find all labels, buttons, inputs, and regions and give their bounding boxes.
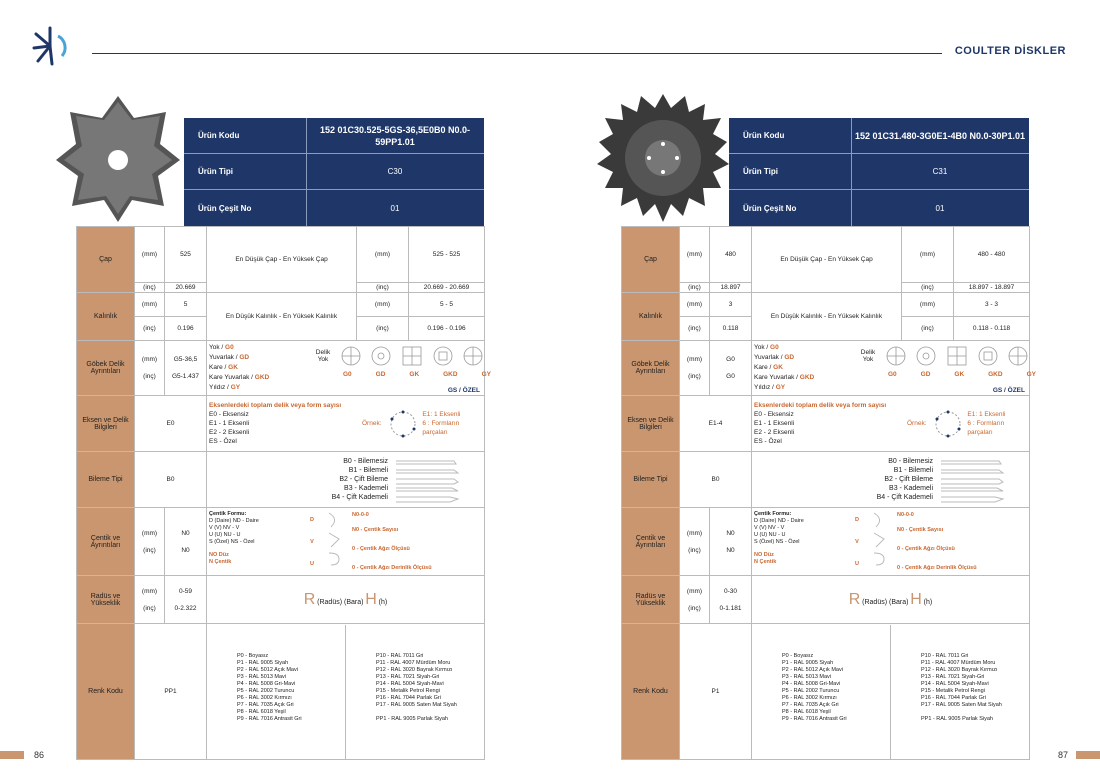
label-kalinlik: Kalınlık: [622, 293, 680, 341]
bevel-types-icon: [394, 457, 484, 503]
centik-inc: N0: [181, 546, 190, 554]
unit-mm: (mm): [357, 293, 409, 317]
page-bar-left: [0, 751, 24, 759]
radus-mm: 0-59: [178, 587, 192, 595]
gobek-inc: G0: [726, 373, 735, 380]
label-centik: Çentik ve Ayrıntıları: [77, 508, 135, 576]
unit-inc: (inç): [902, 317, 954, 341]
label-urun-kodu: Ürün Kodu: [198, 131, 240, 140]
unit-inc: (inç): [143, 546, 156, 554]
cap-range-label: En Düşük Çap - En Yüksek Çap: [207, 227, 357, 293]
notch-shapes-icon: [327, 509, 349, 569]
bevel-types-icon: [939, 457, 1029, 503]
unit-inc: (inç): [688, 546, 701, 554]
label-eksen: Eksen ve Delik Bilgileri: [622, 396, 680, 452]
label-renk: Renk Kodu: [77, 624, 135, 760]
cap-range-mm: 525 - 525: [409, 227, 485, 283]
color-list-right: P10 - RAL 7011 Gri P11 - RAL 4007 Mürdüm Moru P12 - RAL 3020 Bayrak Kırmızı P13 - RAL 7021 Siyah-Gri P14 - RAL 5004 Siyah-Mavi P15 - Metalik Petrol Rengi P16 - RAL 7044 Parlak Gri P17 - RAL 9005 Saten Mat Siyah PP1 - RAL 9005 Parlak Siyah: [376, 652, 457, 722]
unit-inc: (inç): [902, 283, 954, 293]
unit-mm: (mm): [686, 587, 703, 595]
unit-inc: (inç): [688, 604, 701, 612]
gobek-mm: G5-36,5: [173, 356, 198, 363]
product-code: 152 01C30.525-5GS-36,5E0B0 N0.0-59PP1.01: [319, 124, 471, 147]
label-gobek: Göbek Delik Ayrıntıları: [77, 341, 135, 396]
kal-inc: 0.118: [710, 317, 752, 341]
unit-inc: (inç): [357, 317, 409, 341]
product-page-left: [76, 118, 491, 754]
radus-inc: 0-1.181: [719, 604, 742, 612]
unit-mm: (mm): [141, 529, 158, 537]
label-renk: Renk Kodu: [622, 624, 680, 760]
color-list-left: P0 - Boyasız P1 - RAL 9005 Siyah P2 - RAL 5012 Açık Mavi P3 - RAL 5013 Mavi P4 - RAL 5008 Gri-Mavi P5 - RAL 2002 Turuncu P6 - RAL 3002 Kırmızı P7 - RAL 7035 Açık Gri P8 - RAL 6018 Yeşil P9 - RAL 7016 Antrasit Gri: [752, 625, 891, 759]
unit-mm: (mm): [686, 356, 703, 363]
gobek-detail: Yok / G0 Yuvarlak / GD Kare / GK Kare Yuvarlak / GKD Yıldız / GY Delik Yok G0 GD GK GKD GY GS / ÖZEL: [752, 341, 1030, 396]
notch-shapes-icon: [872, 509, 894, 569]
centik-inc: N0: [726, 546, 735, 554]
unit-inc: (inç): [680, 317, 710, 341]
cap-inc: 20.669: [165, 283, 207, 293]
disc-product-image: [593, 88, 733, 228]
axis-example-icon: [933, 409, 962, 439]
kal-mm: 3: [710, 293, 752, 317]
unit-inc: (inç): [143, 604, 156, 612]
kal-range-label: En Düşük Kalınlık - En Yüksek Kalınlık: [207, 293, 357, 341]
product-variant-no: 01: [935, 203, 945, 213]
unit-inc: (inç): [680, 283, 710, 293]
label-kalinlik: Kalınlık: [77, 293, 135, 341]
hub-shapes-icon: [339, 345, 489, 367]
radus-mm: 0-30: [723, 587, 737, 595]
centik-mm: N0: [181, 529, 190, 537]
unit-mm: (mm): [141, 587, 158, 595]
product-page-right: [621, 118, 1036, 754]
product-type: C30: [387, 167, 403, 176]
label-eksen: Eksen ve Delik Bilgileri: [77, 396, 135, 452]
label-urun-tipi: Ürün Tipi: [743, 167, 778, 176]
label-cap: Çap: [622, 227, 680, 293]
delik-yok: Delik Yok: [860, 349, 876, 363]
renk-value: P1: [680, 624, 752, 760]
unit-mm: (mm): [135, 293, 165, 317]
unit-mm: (mm): [680, 293, 710, 317]
product-variant-no: 01: [390, 203, 400, 213]
unit-inc: (inç): [688, 373, 701, 380]
kal-range-mm: 5 - 5: [409, 293, 485, 317]
unit-mm: (mm): [686, 529, 703, 537]
cap-range-inc: 18.897 - 18.897: [954, 283, 1030, 293]
eksen-title: Eksenlerdeki toplam delik veya form sayısı: [209, 402, 342, 409]
cap-range-mm: 480 - 480: [954, 227, 1030, 283]
unit-mm: (mm): [902, 293, 954, 317]
header-rule: [92, 53, 942, 54]
section-title: COULTER DİSKLER: [954, 45, 1066, 57]
page-bar-right: [1076, 751, 1100, 759]
renk-value: PP1: [135, 624, 207, 760]
spec-table: Çap (mm) 525 En Düşük Çap - En Yüksek Çap (mm) 525 - 525 (inç) 20.669 (inç) 20.669 - 20.669 Kalınlık (mm) 5 En Düşük Kalınlık - En Yüksek Kalınlık (mm) 5 - 5 (inç) 0.196 (inç) 0.196 - 0.196 Göbek Delik Ayrıntıları (mm) (inç) G5-36,5 G5-1.437 Yok / G0 Yuvarlak / GD Kare / GK Kare Yuvarlak / GKD Yıldız / GY Delik Yok G0 GD GK GKD GY GS / ÖZEL Eksen ve Delik Bilgileri E0 Eksenlerdeki toplam delik veya form sayısı E0 - Eksensiz E1 - 1 Eksenli E2 - 2 Eksenli ES - Özel Örnek: E1: 1 Eksenli 6 : Formların parçaları Bileme Tipi B0 B0 - Bilemesiz B1 - Bilemeli B2 - Çift Bileme B3 - Kademeli B4 - Çift Kademeli Çentik ve Ayrıntıları (mm) (inç) N0 N0 Çentik Formu: D (Daire) ND - Daire V (V) NV - V U (U) NU - U S (Özel) NS - Özel NO Düz N Çentik D V U N0-0-0 N0 - Çentik Sayısı 0 - Çentik Ağzı Ölçüsü 0 - Çentik Ağzı Derinlik Ölçüsü Radüs ve Yükseklik (mm) (inç) 0-59 0-2.322 R (Radüs) (Bara) H (h) Renk Kodu PP1 P0 - Boyasız P1 - RAL 9005 Siyah P2 - RAL 5012 Açık Mavi P3 - RAL 5013 Mavi P4 - RAL 5008 Gri-Mavi P5 - RAL 2002 Turuncu P6 - RAL 3002 Kırmızı P7 - RAL 7035 Açık Gri P8 - RAL 6018 Yeşil P9 - RAL 7016 Antrasit Gri P10 - RAL 7011 Gri P11 - RAL 4007 Mürdüm Moru P12 - RAL 3020 Bayrak Kırmızı P13 - RAL 7021 Siyah-Gri P14 - RAL 5004 Siyah-Mavi P15 - Metalik Petrol Rengi P16 - RAL 7044 Parlak Gri P17 - RAL 9005 Saten Mat Siyah PP1 - RAL 9005 Parlak Siyah: [76, 226, 485, 760]
unit-inc: (inç): [357, 283, 409, 293]
gobek-inc: G5-1.437: [171, 373, 200, 380]
gs-ozel: GS / ÖZEL: [447, 387, 480, 394]
gobek-mm: G0: [726, 356, 735, 363]
label-urun-tipi: Ürün Tipi: [198, 167, 233, 176]
ornek-label: Örnek:: [362, 420, 382, 427]
eksen-value: E1-4: [680, 396, 752, 452]
unit-mm: (mm): [902, 227, 954, 283]
color-list-left: P0 - Boyasız P1 - RAL 9005 Siyah P2 - RAL 5012 Açık Mavi P3 - RAL 5013 Mavi P4 - RAL 5008 Gri-Mavi P5 - RAL 2002 Turuncu P6 - RAL 3002 Kırmızı P7 - RAL 7035 Açık Gri P8 - RAL 6018 Yeşil P9 - RAL 7016 Antrasit Gri: [207, 625, 346, 759]
product-header: [184, 118, 484, 226]
kal-range-inc: 0.118 - 0.118: [954, 317, 1030, 341]
bileme-value: B0: [680, 452, 752, 508]
kal-range-label: En Düşük Kalınlık - En Yüksek Kalınlık: [752, 293, 902, 341]
label-bileme: Bileme Tipi: [622, 452, 680, 508]
label-urun-kodu: Ürün Kodu: [743, 131, 785, 140]
product-type: C31: [932, 167, 948, 176]
unit-inc: (inç): [135, 317, 165, 341]
cap-range-label: En Düşük Çap - En Yüksek Çap: [752, 227, 902, 293]
unit-inc: (inç): [143, 373, 156, 380]
radus-inc: 0-2.322: [174, 604, 197, 612]
unit-inc: (inç): [135, 283, 165, 293]
product-header: [729, 118, 1029, 226]
gs-ozel: GS / ÖZEL: [992, 387, 1025, 394]
product-code: 152 01C31.480-3G0E1-4B0 N0.0-30P1.01: [854, 130, 1026, 141]
cap-inc: 18.897: [710, 283, 752, 293]
label-radus: Radüs ve Yükseklik: [77, 576, 135, 624]
label-cap: Çap: [77, 227, 135, 293]
page-number-right: 87: [1058, 750, 1069, 760]
eksen-title: Eksenlerdeki toplam delik veya form sayısı: [754, 402, 887, 409]
label-urun-cesit-no: Ürün Çeşit No: [743, 203, 797, 213]
kal-range-inc: 0.196 - 0.196: [409, 317, 485, 341]
label-gobek: Göbek Delik Ayrıntıları: [622, 341, 680, 396]
centik-mm: N0: [726, 529, 735, 537]
unit-mm: (mm): [357, 227, 409, 283]
kal-range-mm: 3 - 3: [954, 293, 1030, 317]
label-centik: Çentik ve Ayrıntıları: [622, 508, 680, 576]
hub-shapes-icon: [884, 345, 1034, 367]
label-bileme: Bileme Tipi: [77, 452, 135, 508]
cap-mm: 480: [710, 227, 752, 283]
disc-product-image: [48, 88, 188, 228]
cap-range-inc: 20.669 - 20.669: [409, 283, 485, 293]
kal-mm: 5: [165, 293, 207, 317]
unit-mm: (mm): [141, 356, 158, 363]
color-list-right: P10 - RAL 7011 Gri P11 - RAL 4007 Mürdüm Moru P12 - RAL 3020 Bayrak Kırmızı P13 - RAL 7021 Siyah-Gri P14 - RAL 5004 Siyah-Mavi P15 - Metalik Petrol Rengi P16 - RAL 7044 Parlak Gri P17 - RAL 9005 Saten Mat Siyah PP1 - RAL 9005 Parlak Siyah: [921, 652, 1002, 722]
eksen-value: E0: [135, 396, 207, 452]
bileme-value: B0: [135, 452, 207, 508]
label-urun-cesit-no: Ürün Çeşit No: [198, 203, 252, 213]
gobek-detail: Yok / G0 Yuvarlak / GD Kare / GK Kare Yuvarlak / GKD Yıldız / GY Delik Yok G0 GD GK GKD GY GS / ÖZEL: [207, 341, 485, 396]
spec-table: Çap (mm) 480 En Düşük Çap - En Yüksek Çap (mm) 480 - 480 (inç) 18.897 (inç) 18.897 - 18.897 Kalınlık (mm) 3 En Düşük Kalınlık - En Yüksek Kalınlık (mm) 3 - 3 (inç) 0.118 (inç) 0.118 - 0.118 Göbek Delik Ayrıntıları (mm) (inç) G0 G0 Yok / G0 Yuvarlak / GD Kare / GK Kare Yuvarlak / GKD Yıldız / GY Delik Yok G0 GD GK GKD GY GS / ÖZEL Eksen ve Delik Bilgileri E1-4 Eksenlerdeki toplam delik veya form sayısı E0 - Eksensiz E1 - 1 Eksenli E2 - 2 Eksenli ES - Özel Örnek: E1: 1 Eksenli 6 : Formların parçaları Bileme Tipi B0 B0 - Bilemesiz B1 - Bilemeli B2 - Çift Bileme B3 - Kademeli B4 - Çift Kademeli Çentik ve Ayrıntıları (mm) (inç) N0 N0 Çentik Formu: D (Daire) ND - Daire V (V) NV - V U (U) NU - U S (Özel) NS - Özel NO Düz N Çentik D V U N0-0-0 N0 - Çentik Sayısı 0 - Çentik Ağzı Ölçüsü 0 - Çentik Ağzı Derinlik Ölçüsü Radüs ve Yükseklik (mm) (inç) 0-30 0-1.181 R (Radüs) (Bara) H (h) Renk Kodu P1 P0 - Boyasız P1 - RAL 9005 Siyah P2 - RAL 5012 Açık Mavi P3 - RAL 5013 Mavi P4 - RAL 5008 Gri-Mavi P5 - RAL 2002 Turuncu P6 - RAL 3002 Kırmızı P7 - RAL 7035 Açık Gri P8 - RAL 6018 Yeşil P9 - RAL 7016 Antrasit Gri P10 - RAL 7011 Gri P11 - RAL 4007 Mürdüm Moru P12 - RAL 3020 Bayrak Kırmızı P13 - RAL 7021 Siyah-Gri P14 - RAL 5004 Siyah-Mavi P15 - Metalik Petrol Rengi P16 - RAL 7044 Parlak Gri P17 - RAL 9005 Saten Mat Siyah PP1 - RAL 9005 Parlak Siyah: [621, 226, 1030, 760]
page-number-left: 86: [34, 750, 45, 760]
label-radus: Radüs ve Yükseklik: [622, 576, 680, 624]
kal-inc: 0.196: [165, 317, 207, 341]
cap-mm: 525: [165, 227, 207, 283]
unit-mm: (mm): [135, 227, 165, 283]
axis-example-icon: [388, 409, 417, 439]
unit-mm: (mm): [680, 227, 710, 283]
brand-logo-icon: [30, 24, 70, 68]
ornek-label: Örnek:: [907, 420, 927, 427]
delik-yok: Delik Yok: [315, 349, 331, 363]
